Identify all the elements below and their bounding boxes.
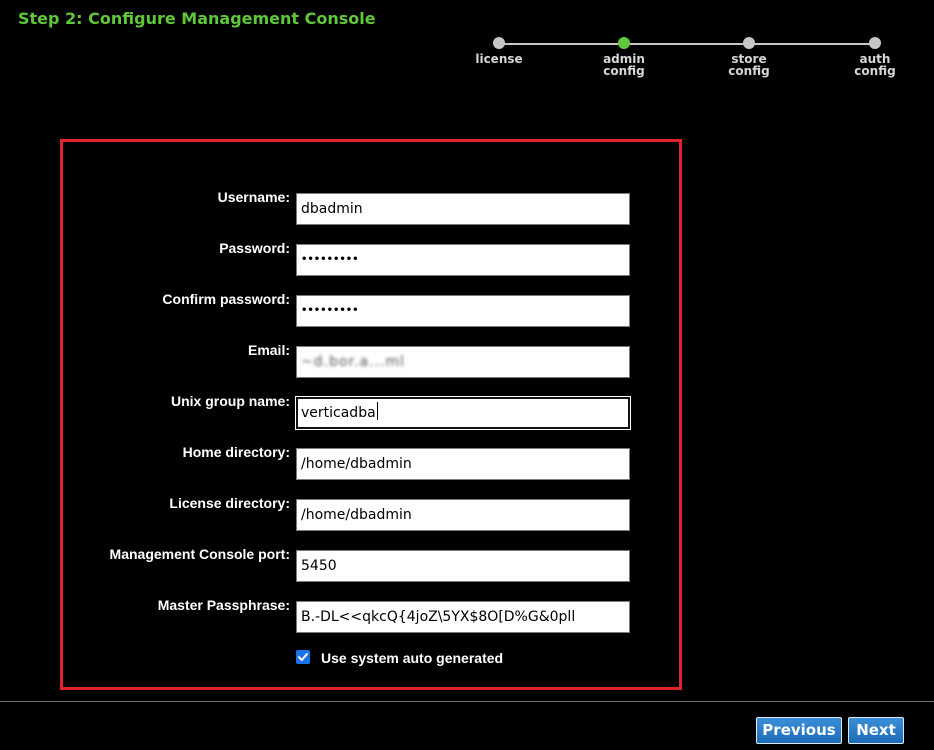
username-label: Username: xyxy=(217,189,290,205)
next-button[interactable]: Next xyxy=(848,717,904,744)
email-value-redacted: ~d.bor.a...ml xyxy=(301,354,405,370)
auto-generated-label: Use system auto generated xyxy=(321,650,504,666)
step-label: store config xyxy=(728,52,770,78)
mc-port-input[interactable]: 5450 xyxy=(296,550,630,582)
username-input[interactable]: dbadmin xyxy=(296,193,630,225)
license-directory-row xyxy=(63,495,679,527)
password-input[interactable]: ••••••••• xyxy=(296,244,630,276)
confirm-password-input[interactable]: ••••••••• xyxy=(296,295,630,327)
progress-track xyxy=(499,43,875,45)
wizard-progress xyxy=(0,0,934,90)
email-label: Email: xyxy=(247,342,290,358)
step-license xyxy=(459,37,539,65)
unix-group-row xyxy=(63,393,679,425)
license-directory-label: License directory: xyxy=(169,495,290,511)
step-label: license xyxy=(475,52,523,66)
step-store-config xyxy=(709,37,789,77)
home-directory-label: Home directory: xyxy=(182,444,290,460)
confirm-password-label: Confirm password: xyxy=(162,291,290,307)
password-label: Password: xyxy=(219,240,290,256)
password-row xyxy=(63,240,679,272)
page-title: Step 2: Configure Management Console xyxy=(18,9,376,28)
master-passphrase-input[interactable]: B.-DL<<qkcQ{4joZ\5YX$8O[D%G&0pll xyxy=(296,601,630,633)
mc-port-row xyxy=(63,546,679,578)
master-passphrase-row xyxy=(63,597,679,629)
email-row xyxy=(63,342,679,374)
footer-divider xyxy=(0,701,934,702)
step-admin-config xyxy=(584,37,664,77)
previous-button[interactable]: Previous xyxy=(756,717,842,744)
step-auth-config xyxy=(835,37,915,77)
step-dot xyxy=(869,37,881,49)
mc-port-label: Management Console port: xyxy=(109,546,290,562)
email-input[interactable] xyxy=(296,346,630,378)
home-directory-row xyxy=(63,444,679,476)
unix-group-value: verticadba xyxy=(301,405,376,421)
license-directory-input[interactable]: /home/dbadmin xyxy=(296,499,630,531)
step-label: admin config xyxy=(603,52,645,78)
home-directory-input[interactable]: /home/dbadmin xyxy=(296,448,630,480)
confirm-password-row xyxy=(63,291,679,323)
checkmark-icon xyxy=(297,651,309,663)
step-dot xyxy=(743,37,755,49)
unix-group-input[interactable] xyxy=(296,397,630,429)
step-dot xyxy=(493,37,505,49)
text-caret xyxy=(377,402,378,420)
admin-config-form xyxy=(60,139,682,690)
step-dot-active xyxy=(618,37,630,49)
username-row xyxy=(63,189,679,221)
auto-generated-checkbox[interactable] xyxy=(296,650,310,664)
step-label: auth config xyxy=(854,52,896,78)
unix-group-label: Unix group name: xyxy=(170,393,290,409)
master-passphrase-label: Master Passphrase: xyxy=(157,597,290,613)
